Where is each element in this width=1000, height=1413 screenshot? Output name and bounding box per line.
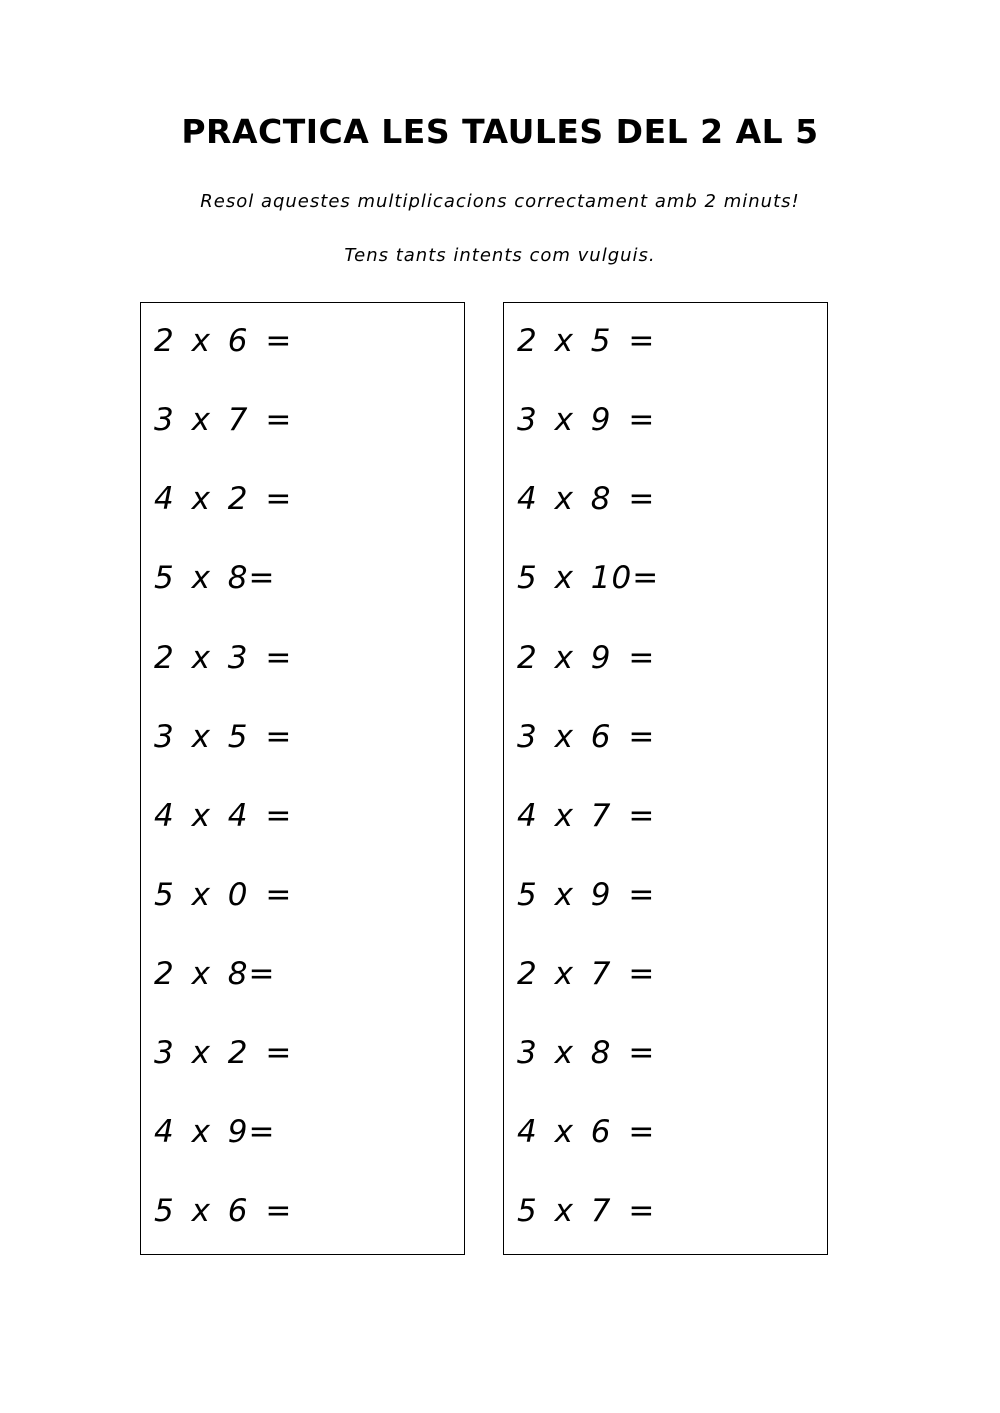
problem-item: 3 x 2 = — [154, 1035, 293, 1071]
problem-item: 3 x 7 = — [154, 402, 293, 438]
instruction-time-limit: Resol aquestes multiplicacions correctament amb 2 minuts! — [200, 191, 800, 212]
problem-item: 2 x 6 = — [154, 323, 293, 359]
problems-column-right — [503, 302, 828, 1255]
problem-item: 5 x 6 = — [154, 1193, 293, 1229]
problem-item: 4 x 9= — [154, 1114, 276, 1150]
problem-item: 4 x 8 = — [517, 481, 656, 517]
problem-item: 5 x 8= — [154, 560, 276, 596]
problem-item: 4 x 7 = — [517, 798, 656, 834]
problem-item: 3 x 8 = — [517, 1035, 656, 1071]
problems-column-left — [140, 302, 465, 1255]
problem-item: 3 x 9 = — [517, 402, 656, 438]
problem-item: 2 x 5 = — [517, 323, 656, 359]
problem-item: 5 x 7 = — [517, 1193, 656, 1229]
problem-item: 4 x 4 = — [154, 798, 293, 834]
worksheet-title: PRACTICA LES TAULES DEL 2 AL 5 — [181, 112, 819, 151]
problem-item: 4 x 6 = — [517, 1114, 656, 1150]
problem-item: 2 x 8= — [154, 956, 276, 992]
problem-item: 5 x 10= — [517, 560, 660, 596]
problem-item: 3 x 6 = — [517, 719, 656, 755]
problem-item: 5 x 0 = — [154, 877, 293, 913]
problem-item: 2 x 7 = — [517, 956, 656, 992]
problem-item: 4 x 2 = — [154, 481, 293, 517]
problem-item: 3 x 5 = — [154, 719, 293, 755]
problem-item: 5 x 9 = — [517, 877, 656, 913]
problem-item: 2 x 9 = — [517, 640, 656, 676]
problem-item: 2 x 3 = — [154, 640, 293, 676]
instruction-attempts: Tens tants intents com vulguis. — [344, 245, 656, 266]
